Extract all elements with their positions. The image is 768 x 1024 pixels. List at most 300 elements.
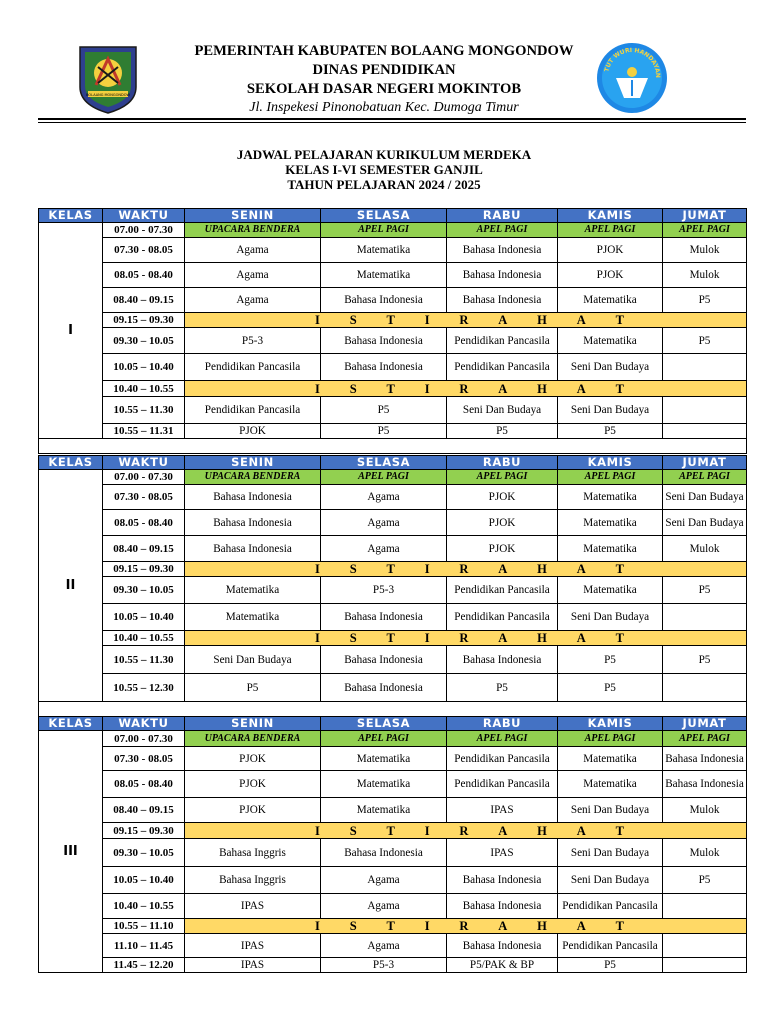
subject-cell: Matematika (321, 238, 447, 263)
istirahat-letter: H (537, 313, 547, 327)
istirahat-letter: T (386, 919, 395, 933)
letterhead-rule-thin (38, 122, 746, 123)
istirahat-letter: S (349, 919, 357, 933)
subject-cell (663, 354, 747, 381)
subject-cell: Agama (321, 485, 447, 510)
subject-cell: PJOK (185, 747, 321, 771)
title-line-2: KELAS I-VI SEMESTER GANJIL (285, 162, 483, 177)
letterhead-line-3: SEKOLAH DASAR NEGERI MOKINTOB (246, 81, 522, 97)
subject-cell: Agama (185, 263, 321, 288)
istirahat-letter: T (386, 562, 395, 576)
subject-cell: PJOK (185, 798, 321, 823)
istirahat-letter: T (615, 381, 624, 396)
time-slot: 10.40 – 10.55 (103, 631, 185, 646)
schedule-row (39, 604, 747, 631)
subject-cell (663, 604, 747, 631)
letterhead-address: Jl. Inspekesi Pinonobatuan Kec. Dumoga Timur (249, 100, 519, 115)
column-header-jumat: JUMAT (663, 456, 747, 470)
spacer-cell (39, 702, 747, 717)
letterhead-line-2: DINAS PENDIDIKAN (312, 62, 456, 78)
schedule-row (39, 536, 747, 562)
column-header-kelas: KELAS (39, 456, 103, 470)
istirahat-letter: T (615, 823, 624, 838)
istirahat-letter: A (498, 631, 508, 645)
subject-cell: P5 (321, 397, 447, 424)
apel-cell: APEL PAGI (447, 223, 558, 238)
apel-cell: APEL PAGI (558, 470, 663, 485)
schedule-row (39, 354, 747, 381)
time-slot: 08.40 – 09.15 (103, 536, 185, 562)
regency-crest-icon (76, 43, 140, 115)
subject-cell: Matematika (558, 771, 663, 798)
time-slot: 10.55 – 11.30 (103, 397, 185, 424)
istirahat-letter: A (498, 919, 508, 933)
subject-cell: P5 (558, 424, 663, 439)
subject-cell: Matematika (321, 798, 447, 823)
table-header-row (39, 209, 747, 223)
subject-cell: Matematika (558, 536, 663, 562)
apel-cell: APEL PAGI (663, 731, 747, 747)
schedule-row (39, 894, 747, 919)
subject-cell: IPAS (185, 958, 321, 973)
subject-cell: Bahasa Indonesia (447, 934, 558, 958)
kelas-label: III (39, 731, 103, 973)
subject-cell: P5-3 (321, 958, 447, 973)
subject-cell: Seni Dan Budaya (558, 354, 663, 381)
istirahat-letter: T (615, 313, 624, 327)
apel-cell: APEL PAGI (321, 731, 447, 747)
time-slot: 07.30 - 08.05 (103, 747, 185, 771)
istirahat-letter: R (459, 313, 469, 327)
table-header-row (39, 717, 747, 731)
istirahat-letter: H (537, 823, 547, 838)
subject-cell: Pendidikan Pancasila (447, 747, 558, 771)
istirahat-letter: R (459, 381, 469, 396)
column-header-kamis: KAMIS (558, 717, 663, 731)
document-title (0, 147, 768, 192)
istirahat-letter: A (498, 562, 508, 576)
apel-cell: APEL PAGI (321, 223, 447, 238)
apel-cell: APEL PAGI (558, 223, 663, 238)
subject-cell: Seni Dan Budaya (558, 839, 663, 867)
istirahat-letter: R (459, 631, 469, 645)
subject-cell: Bahasa Indonesia (447, 867, 558, 894)
istirahat-letters (187, 919, 744, 933)
istirahat-letter: S (349, 631, 357, 645)
schedule-row (39, 631, 747, 646)
subject-cell: Matematika (321, 771, 447, 798)
subject-cell: Matematika (558, 328, 663, 354)
subject-cell: P5 (663, 328, 747, 354)
subject-cell: PJOK (558, 238, 663, 263)
time-slot: 07.30 - 08.05 (103, 485, 185, 510)
column-header-kamis: KAMIS (558, 209, 663, 223)
subject-cell (663, 958, 747, 973)
istirahat-letter: T (615, 919, 624, 933)
subject-cell: Agama (321, 536, 447, 562)
time-slot: 10.40 – 10.55 (103, 894, 185, 919)
istirahat-letter: I (315, 823, 320, 838)
column-header-waktu: WAKTU (103, 209, 185, 223)
schedule-row (39, 485, 747, 510)
column-header-senin: SENIN (185, 717, 321, 731)
schedule-row (39, 288, 747, 313)
time-slot: 08.05 - 08.40 (103, 263, 185, 288)
istirahat-letter: I (315, 313, 320, 327)
subject-cell: Matematika (558, 577, 663, 604)
subject-cell: Matematika (185, 604, 321, 631)
subject-cell: Agama (185, 288, 321, 313)
time-slot: 09.15 – 09.30 (103, 562, 185, 577)
subject-cell (663, 674, 747, 702)
time-slot: 08.05 - 08.40 (103, 771, 185, 798)
time-slot: 09.15 – 09.30 (103, 823, 185, 839)
subject-cell: Seni Dan Budaya (185, 646, 321, 674)
column-header-kelas: KELAS (39, 209, 103, 223)
subject-cell: Mulok (663, 263, 747, 288)
time-slot: 11.10 – 11.45 (103, 934, 185, 958)
istirahat-letter: H (537, 381, 547, 396)
subject-cell: Bahasa Indonesia (447, 646, 558, 674)
subject-cell: P5-3 (321, 577, 447, 604)
subject-cell: P5-3 (185, 328, 321, 354)
apel-cell: APEL PAGI (447, 731, 558, 747)
istirahat-letter: I (315, 919, 320, 933)
subject-cell: P5 (447, 424, 558, 439)
table-header-row (39, 456, 747, 470)
istirahat-letter: I (424, 562, 430, 576)
apel-cell: UPACARA BENDERA (185, 731, 321, 747)
subject-cell: Matematika (558, 747, 663, 771)
subject-cell: P5 (558, 646, 663, 674)
istirahat-letter: T (386, 823, 395, 838)
istirahat-break (185, 631, 747, 646)
column-header-selasa: SELASA (321, 717, 447, 731)
istirahat-letter: A (498, 313, 508, 327)
istirahat-letter: A (576, 919, 586, 933)
subject-cell: Bahasa Indonesia (447, 238, 558, 263)
schedule-row (39, 731, 747, 747)
subject-cell: Matematika (321, 747, 447, 771)
istirahat-letters (187, 562, 744, 576)
subject-cell: Pendidikan Pancasila (558, 934, 663, 958)
subject-cell: P5 (558, 674, 663, 702)
subject-cell: Seni Dan Budaya (663, 510, 747, 536)
subject-cell: Pendidikan Pancasila (185, 354, 321, 381)
time-slot: 09.30 – 10.05 (103, 577, 185, 604)
istirahat-letter: H (537, 919, 547, 933)
istirahat-letter: S (349, 381, 357, 396)
subject-cell: Pendidikan Pancasila (447, 354, 558, 381)
time-slot: 07.00 - 07.30 (103, 223, 185, 238)
subject-cell: Matematika (558, 485, 663, 510)
istirahat-letter: R (459, 562, 469, 576)
schedule-table-kelas-iii (38, 716, 747, 973)
subject-cell: P5 (663, 288, 747, 313)
subject-cell: PJOK (185, 771, 321, 798)
subject-cell: Seni Dan Budaya (558, 604, 663, 631)
subject-cell: P5 (663, 577, 747, 604)
subject-cell: Agama (321, 867, 447, 894)
istirahat-letter: S (349, 562, 357, 576)
crest-ribbon-text: BOLAANG MONGONDOW (86, 93, 130, 97)
subject-cell: Mulok (663, 536, 747, 562)
subject-cell: Matematika (321, 263, 447, 288)
time-slot: 08.40 – 09.15 (103, 288, 185, 313)
istirahat-letter: T (615, 631, 624, 645)
schedule-row (39, 397, 747, 424)
subject-cell: Bahasa Indonesia (321, 354, 447, 381)
istirahat-break (185, 381, 747, 397)
istirahat-letter: A (498, 823, 508, 838)
istirahat-letter: A (576, 562, 586, 576)
subject-cell: Bahasa Indonesia (321, 674, 447, 702)
apel-cell: UPACARA BENDERA (185, 223, 321, 238)
schedule-row (39, 674, 747, 702)
subject-cell: Bahasa Indonesia (321, 646, 447, 674)
subject-cell: Pendidikan Pancasila (447, 604, 558, 631)
schedule-row (39, 510, 747, 536)
schedule-row (39, 919, 747, 934)
subject-cell: P5 (558, 958, 663, 973)
istirahat-letter: T (615, 562, 624, 576)
subject-cell: PJOK (447, 536, 558, 562)
subject-cell: IPAS (447, 839, 558, 867)
letterhead-line-1: PEMERINTAH KABUPATEN BOLAANG MONGONDOW (194, 43, 574, 59)
subject-cell (663, 894, 747, 919)
time-slot: 10.05 – 10.40 (103, 867, 185, 894)
column-header-jumat: JUMAT (663, 717, 747, 731)
istirahat-letter: I (424, 823, 430, 838)
column-header-rabu: RABU (447, 456, 558, 470)
subject-cell: Agama (185, 238, 321, 263)
istirahat-break (185, 562, 747, 577)
kelas-label: II (39, 470, 103, 702)
subject-cell: PJOK (447, 510, 558, 536)
istirahat-letter: I (315, 562, 320, 576)
time-slot: 10.05 – 10.40 (103, 354, 185, 381)
apel-cell: APEL PAGI (321, 470, 447, 485)
column-header-selasa: SELASA (321, 456, 447, 470)
subject-cell (663, 397, 747, 424)
apel-cell: APEL PAGI (663, 223, 747, 238)
subject-cell: Seni Dan Budaya (558, 798, 663, 823)
time-slot: 10.55 – 11.31 (103, 424, 185, 439)
istirahat-letters (187, 824, 744, 838)
subject-cell: IPAS (185, 894, 321, 919)
apel-cell: UPACARA BENDERA (185, 470, 321, 485)
istirahat-letter: I (424, 631, 430, 645)
column-header-waktu: WAKTU (103, 456, 185, 470)
subject-cell: P5 (663, 867, 747, 894)
subject-cell: Bahasa Indonesia (447, 263, 558, 288)
spacer-cell (39, 439, 747, 454)
istirahat-letter: S (349, 313, 357, 327)
time-slot: 09.15 – 09.30 (103, 313, 185, 328)
column-header-rabu: RABU (447, 717, 558, 731)
time-slot: 09.30 – 10.05 (103, 839, 185, 867)
istirahat-break (185, 823, 747, 839)
istirahat-letter: A (576, 631, 586, 645)
kelas-label: I (39, 223, 103, 439)
subject-cell (663, 934, 747, 958)
subject-cell: Seni Dan Budaya (558, 867, 663, 894)
schedule-row (39, 771, 747, 798)
istirahat-letter: R (459, 919, 469, 933)
column-header-selasa: SELASA (321, 209, 447, 223)
subject-cell: Matematika (185, 577, 321, 604)
subject-cell: Bahasa Indonesia (185, 485, 321, 510)
time-slot: 07.30 - 08.05 (103, 238, 185, 263)
subject-cell: PJOK (447, 485, 558, 510)
subject-cell: Bahasa Inggris (185, 867, 321, 894)
schedule-row (39, 313, 747, 328)
subject-cell: Agama (321, 894, 447, 919)
istirahat-break (185, 919, 747, 934)
subject-cell: Bahasa Indonesia (321, 288, 447, 313)
subject-cell: Pendidikan Pancasila (185, 397, 321, 424)
subject-cell: Matematika (558, 288, 663, 313)
subject-cell: Bahasa Indonesia (663, 747, 747, 771)
time-slot: 11.45 – 12.20 (103, 958, 185, 973)
istirahat-letter: I (424, 381, 430, 396)
schedule-row (39, 958, 747, 973)
subject-cell: Pendidikan Pancasila (447, 771, 558, 798)
subject-cell: Bahasa Indonesia (321, 839, 447, 867)
subject-cell: P5 (321, 424, 447, 439)
schedule-table-kelas-i (38, 208, 747, 454)
istirahat-letter: T (386, 381, 395, 396)
schedule-row (39, 798, 747, 823)
subject-cell: Bahasa Indonesia (321, 328, 447, 354)
istirahat-letters (187, 313, 744, 327)
schedule-table-kelas-ii (38, 455, 747, 717)
istirahat-letter: I (315, 381, 320, 396)
column-header-waktu: WAKTU (103, 717, 185, 731)
schedule-row (39, 646, 747, 674)
column-header-kamis: KAMIS (558, 456, 663, 470)
time-slot: 08.40 – 09.15 (103, 798, 185, 823)
schedule-row (39, 328, 747, 354)
letterhead (150, 42, 618, 117)
subject-cell: Bahasa Indonesia (185, 536, 321, 562)
subject-cell: Pendidikan Pancasila (447, 577, 558, 604)
subject-cell: Matematika (558, 510, 663, 536)
istirahat-letter: T (386, 631, 395, 645)
tut-wuri-text: TUT WURI HANDAYAN (603, 46, 662, 79)
schedule-row (39, 238, 747, 263)
subject-cell: Mulok (663, 238, 747, 263)
column-header-kelas: KELAS (39, 717, 103, 731)
istirahat-letter: A (576, 823, 586, 838)
column-header-rabu: RABU (447, 209, 558, 223)
istirahat-letter: H (537, 631, 547, 645)
istirahat-letter: I (315, 631, 320, 645)
schedule-row (39, 424, 747, 439)
column-header-senin: SENIN (185, 456, 321, 470)
subject-cell: Bahasa Indonesia (447, 288, 558, 313)
subject-cell: Pendidikan Pancasila (447, 328, 558, 354)
subject-cell: P5 (663, 646, 747, 674)
time-slot: 08.05 - 08.40 (103, 510, 185, 536)
title-line-1: JADWAL PELAJARAN KURIKULUM MERDEKA (236, 147, 532, 162)
subject-cell: Bahasa Indonesia (663, 771, 747, 798)
subject-cell: Agama (321, 934, 447, 958)
schedule-row (39, 223, 747, 238)
istirahat-letter: A (498, 381, 508, 396)
schedule-row (39, 747, 747, 771)
schedule-row (39, 381, 747, 397)
schedule-row (39, 867, 747, 894)
subject-cell: Pendidikan Pancasila (558, 894, 663, 919)
istirahat-letter: A (576, 381, 586, 396)
istirahat-letters (187, 382, 744, 396)
subject-cell: Bahasa Indonesia (185, 510, 321, 536)
schedule-row (39, 470, 747, 485)
subject-cell: Mulok (663, 798, 747, 823)
schedule-row (39, 934, 747, 958)
time-slot: 09.30 – 10.05 (103, 328, 185, 354)
schedule-row (39, 839, 747, 867)
subject-cell: Seni Dan Budaya (447, 397, 558, 424)
time-slot: 10.55 – 12.30 (103, 674, 185, 702)
title-line-3: TAHUN PELAJARAN 2024 / 2025 (287, 177, 481, 192)
subject-cell: IPAS (185, 934, 321, 958)
schedule-row (39, 263, 747, 288)
apel-cell: APEL PAGI (447, 470, 558, 485)
schedule-row (39, 562, 747, 577)
subject-cell: P5 (185, 674, 321, 702)
apel-cell: APEL PAGI (663, 470, 747, 485)
table-spacer-row (39, 439, 747, 454)
subject-cell: P5 (447, 674, 558, 702)
subject-cell (663, 424, 747, 439)
schedule-row (39, 823, 747, 839)
subject-cell: Agama (321, 510, 447, 536)
subject-cell: Seni Dan Budaya (663, 485, 747, 510)
subject-cell: Bahasa Indonesia (321, 604, 447, 631)
subject-cell: PJOK (558, 263, 663, 288)
istirahat-break (185, 313, 747, 328)
istirahat-letter: A (576, 313, 586, 327)
subject-cell: Mulok (663, 839, 747, 867)
istirahat-letter: I (424, 919, 430, 933)
table-spacer-row (39, 702, 747, 717)
istirahat-letter: I (424, 313, 430, 327)
subject-cell: Seni Dan Budaya (558, 397, 663, 424)
time-slot: 07.00 - 07.30 (103, 470, 185, 485)
time-slot: 10.05 – 10.40 (103, 604, 185, 631)
time-slot: 07.00 - 07.30 (103, 731, 185, 747)
column-header-jumat: JUMAT (663, 209, 747, 223)
subject-cell: IPAS (447, 798, 558, 823)
istirahat-letter: S (349, 823, 357, 838)
letterhead-rule-thick (38, 118, 746, 120)
time-slot: 10.55 – 11.10 (103, 919, 185, 934)
subject-cell: Bahasa Indonesia (447, 894, 558, 919)
istirahat-letter: R (459, 823, 469, 838)
column-header-senin: SENIN (185, 209, 321, 223)
apel-cell: APEL PAGI (558, 731, 663, 747)
time-slot: 10.40 – 10.55 (103, 381, 185, 397)
subject-cell: Bahasa Inggris (185, 839, 321, 867)
time-slot: 10.55 – 11.30 (103, 646, 185, 674)
schedule-row (39, 577, 747, 604)
subject-cell: P5/PAK & BP (447, 958, 558, 973)
istirahat-letter: T (386, 313, 395, 327)
istirahat-letters (187, 631, 744, 645)
subject-cell: PJOK (185, 424, 321, 439)
